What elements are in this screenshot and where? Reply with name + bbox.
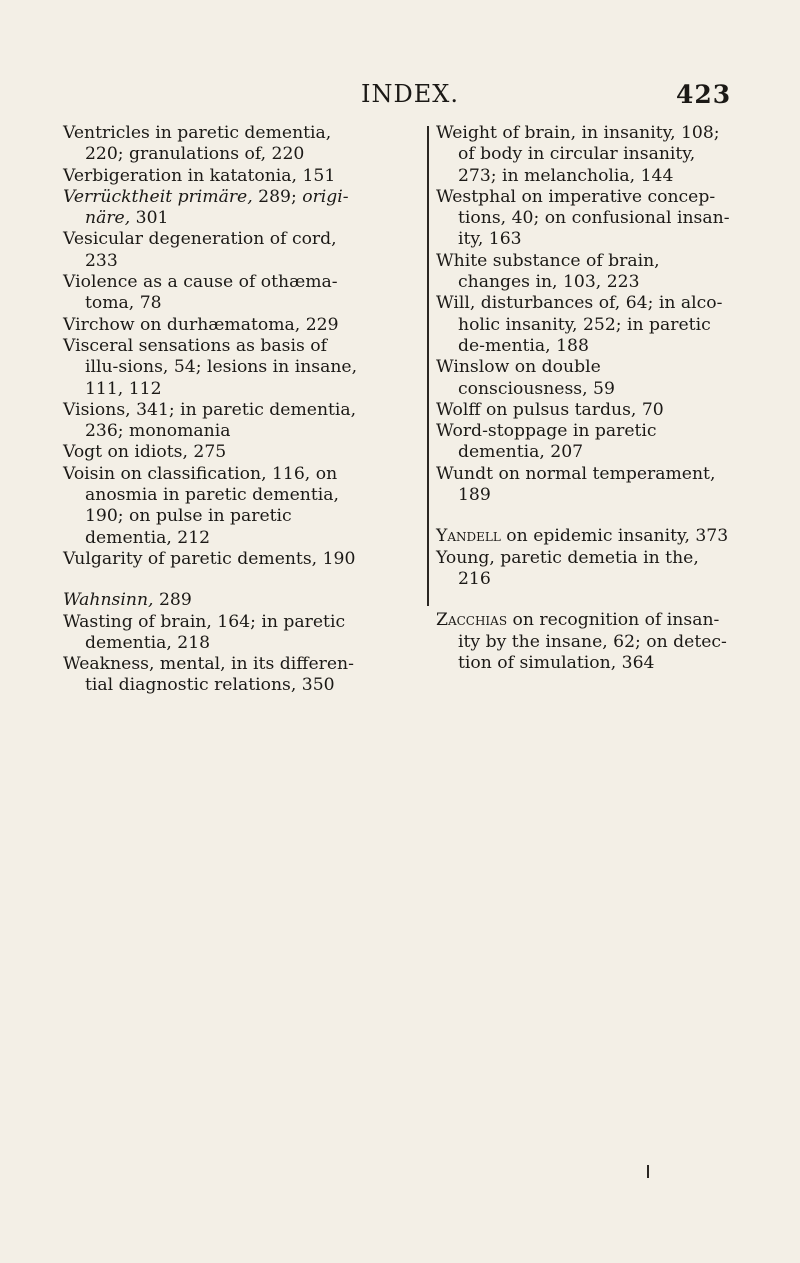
- index-entry: Will, disturbances of, 64; in alco-holic insanity, 252; in paretic de-mentia, 188: [436, 293, 723, 356]
- index-entry: Weakness, mental, in its differen-tial diagnostic relations, 350: [63, 654, 354, 696]
- entry-smallcaps-name: Yandell: [436, 526, 501, 547]
- index-entry: Word-stoppage in paretic dementia, 207: [436, 421, 657, 463]
- page-speck: [647, 1165, 649, 1178]
- entry-text: on epidemic insanity, 373: [500, 526, 729, 547]
- index-entry: Wasting of brain, 164; in paretic dementia, 218: [63, 611, 346, 653]
- index-entry: White substance of brain, changes in, 103, 223: [436, 250, 660, 293]
- page-number: 423: [676, 80, 732, 109]
- index-column-right: [436, 123, 732, 674]
- index-entry: Virchow on durhæmatoma, 229: [63, 314, 339, 335]
- page-title: INDEX.: [361, 80, 459, 108]
- index-entry: Wolff on pulsus tardus, 70: [436, 399, 664, 420]
- index-entry: [63, 187, 361, 230]
- entry-text: on recognition of insan-ity by the insane, 62; on detec-tion of simulation, 364: [458, 610, 727, 673]
- index-entry: [436, 610, 732, 674]
- index-entry: Vulgarity of paretic dements, 190: [63, 548, 356, 569]
- index-entry: Young, paretic demetia in the, 216: [436, 547, 699, 589]
- index-entry: Violence as a cause of othæma-toma, 78: [63, 272, 338, 314]
- index-column-left: [63, 123, 361, 697]
- index-entry: Verbigeration in katatonia, 151: [63, 165, 336, 186]
- index-entry: Vesicular degeneration of cord, 233: [63, 229, 337, 271]
- index-entry: Winslow on double consciousness, 59: [436, 357, 615, 399]
- index-entry: Ventricles in paretic dementia, 220; granulations of, 220: [63, 123, 332, 165]
- index-entry: Vogt on idiots, 275: [63, 442, 227, 463]
- entry-text: 289;: [252, 186, 303, 207]
- entry-italic-term: Verrücktheit primäre,: [63, 186, 253, 207]
- index-entry: Visions, 341; in paretic dementia, 236; monomania: [63, 399, 357, 442]
- index-entry: Voisin on classification, 116, on anosmia in paretic dementia, 190; on pulse in paretic dementia, 212: [63, 463, 339, 548]
- index-entry: Westphal on imperative concep-tions, 40; on confusional insan-ity, 163: [436, 186, 730, 250]
- index-entry: Weight of brain, in insanity, 108; of body in circular insanity, 273; in melancholia, 144: [436, 123, 720, 186]
- index-entry: Wundt on normal temperament, 189: [436, 463, 716, 506]
- column-divider: [427, 126, 429, 606]
- index-entry: [63, 590, 361, 611]
- index-entry: [436, 526, 732, 547]
- index-entry: Visceral sensations as basis of illu-sions, 54; lesions in insane, 111, 112: [63, 335, 358, 399]
- entry-text: 301: [130, 208, 169, 229]
- entry-smallcaps-name: Zacchias: [436, 610, 508, 631]
- entry-italic-term: Wahnsinn,: [63, 590, 154, 611]
- entry-text: 289: [153, 590, 192, 611]
- entry-italic-term: origi-näre,: [85, 186, 349, 229]
